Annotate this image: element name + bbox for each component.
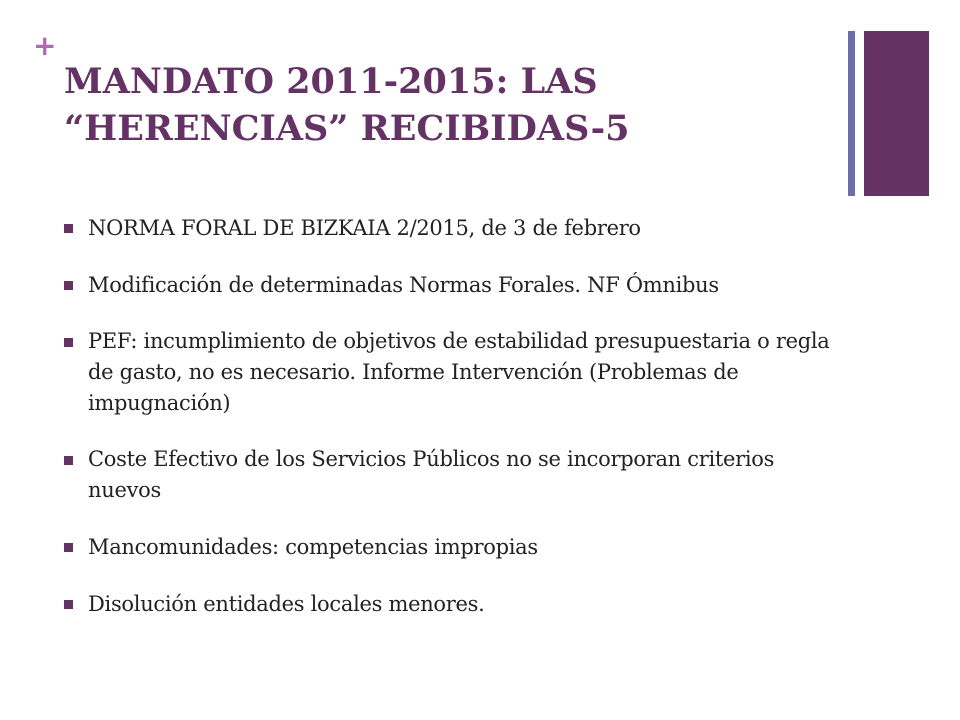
title-line-2: “HERENCIAS” RECIBIDAS-5 — [64, 108, 630, 149]
slide-title — [64, 58, 784, 152]
title-line-1: MANDATO 2011-2015: LAS — [64, 61, 598, 102]
square-bullet-icon — [64, 600, 73, 609]
bullet-list — [64, 212, 844, 645]
bullet-text: NORMA FORAL DE BIZKAIA 2/2015, de 3 de febrero — [88, 216, 641, 240]
square-bullet-icon — [64, 456, 73, 465]
square-bullet-icon — [64, 224, 73, 233]
bullet-text: Disolución entidades locales menores. — [88, 592, 485, 616]
square-bullet-icon — [64, 543, 73, 552]
bullet-item — [64, 531, 844, 563]
bullet-item — [64, 326, 844, 419]
decorative-thin-bar — [848, 31, 855, 196]
bullet-text: Modificación de determinadas Normas Forales. NF Ómnibus — [88, 273, 719, 297]
bullet-text: Coste Efectivo de los Servicios Públicos no se incorporan criterios nuevos — [88, 447, 775, 502]
bullet-item — [64, 444, 844, 506]
bullet-item — [64, 588, 844, 620]
bullet-item — [64, 269, 844, 301]
square-bullet-icon — [64, 281, 73, 290]
bullet-text: PEF: incumplimiento de objetivos de estabilidad presupuestaria o regla de gasto, no es necesario. Informe Intervención (Problemas de impugnación) — [88, 329, 830, 415]
plus-icon: + — [33, 29, 57, 62]
decorative-thick-bar — [864, 31, 929, 196]
bullet-text: Mancomunidades: competencias impropias — [88, 535, 538, 559]
bullet-item — [64, 212, 844, 244]
square-bullet-icon — [64, 338, 73, 347]
